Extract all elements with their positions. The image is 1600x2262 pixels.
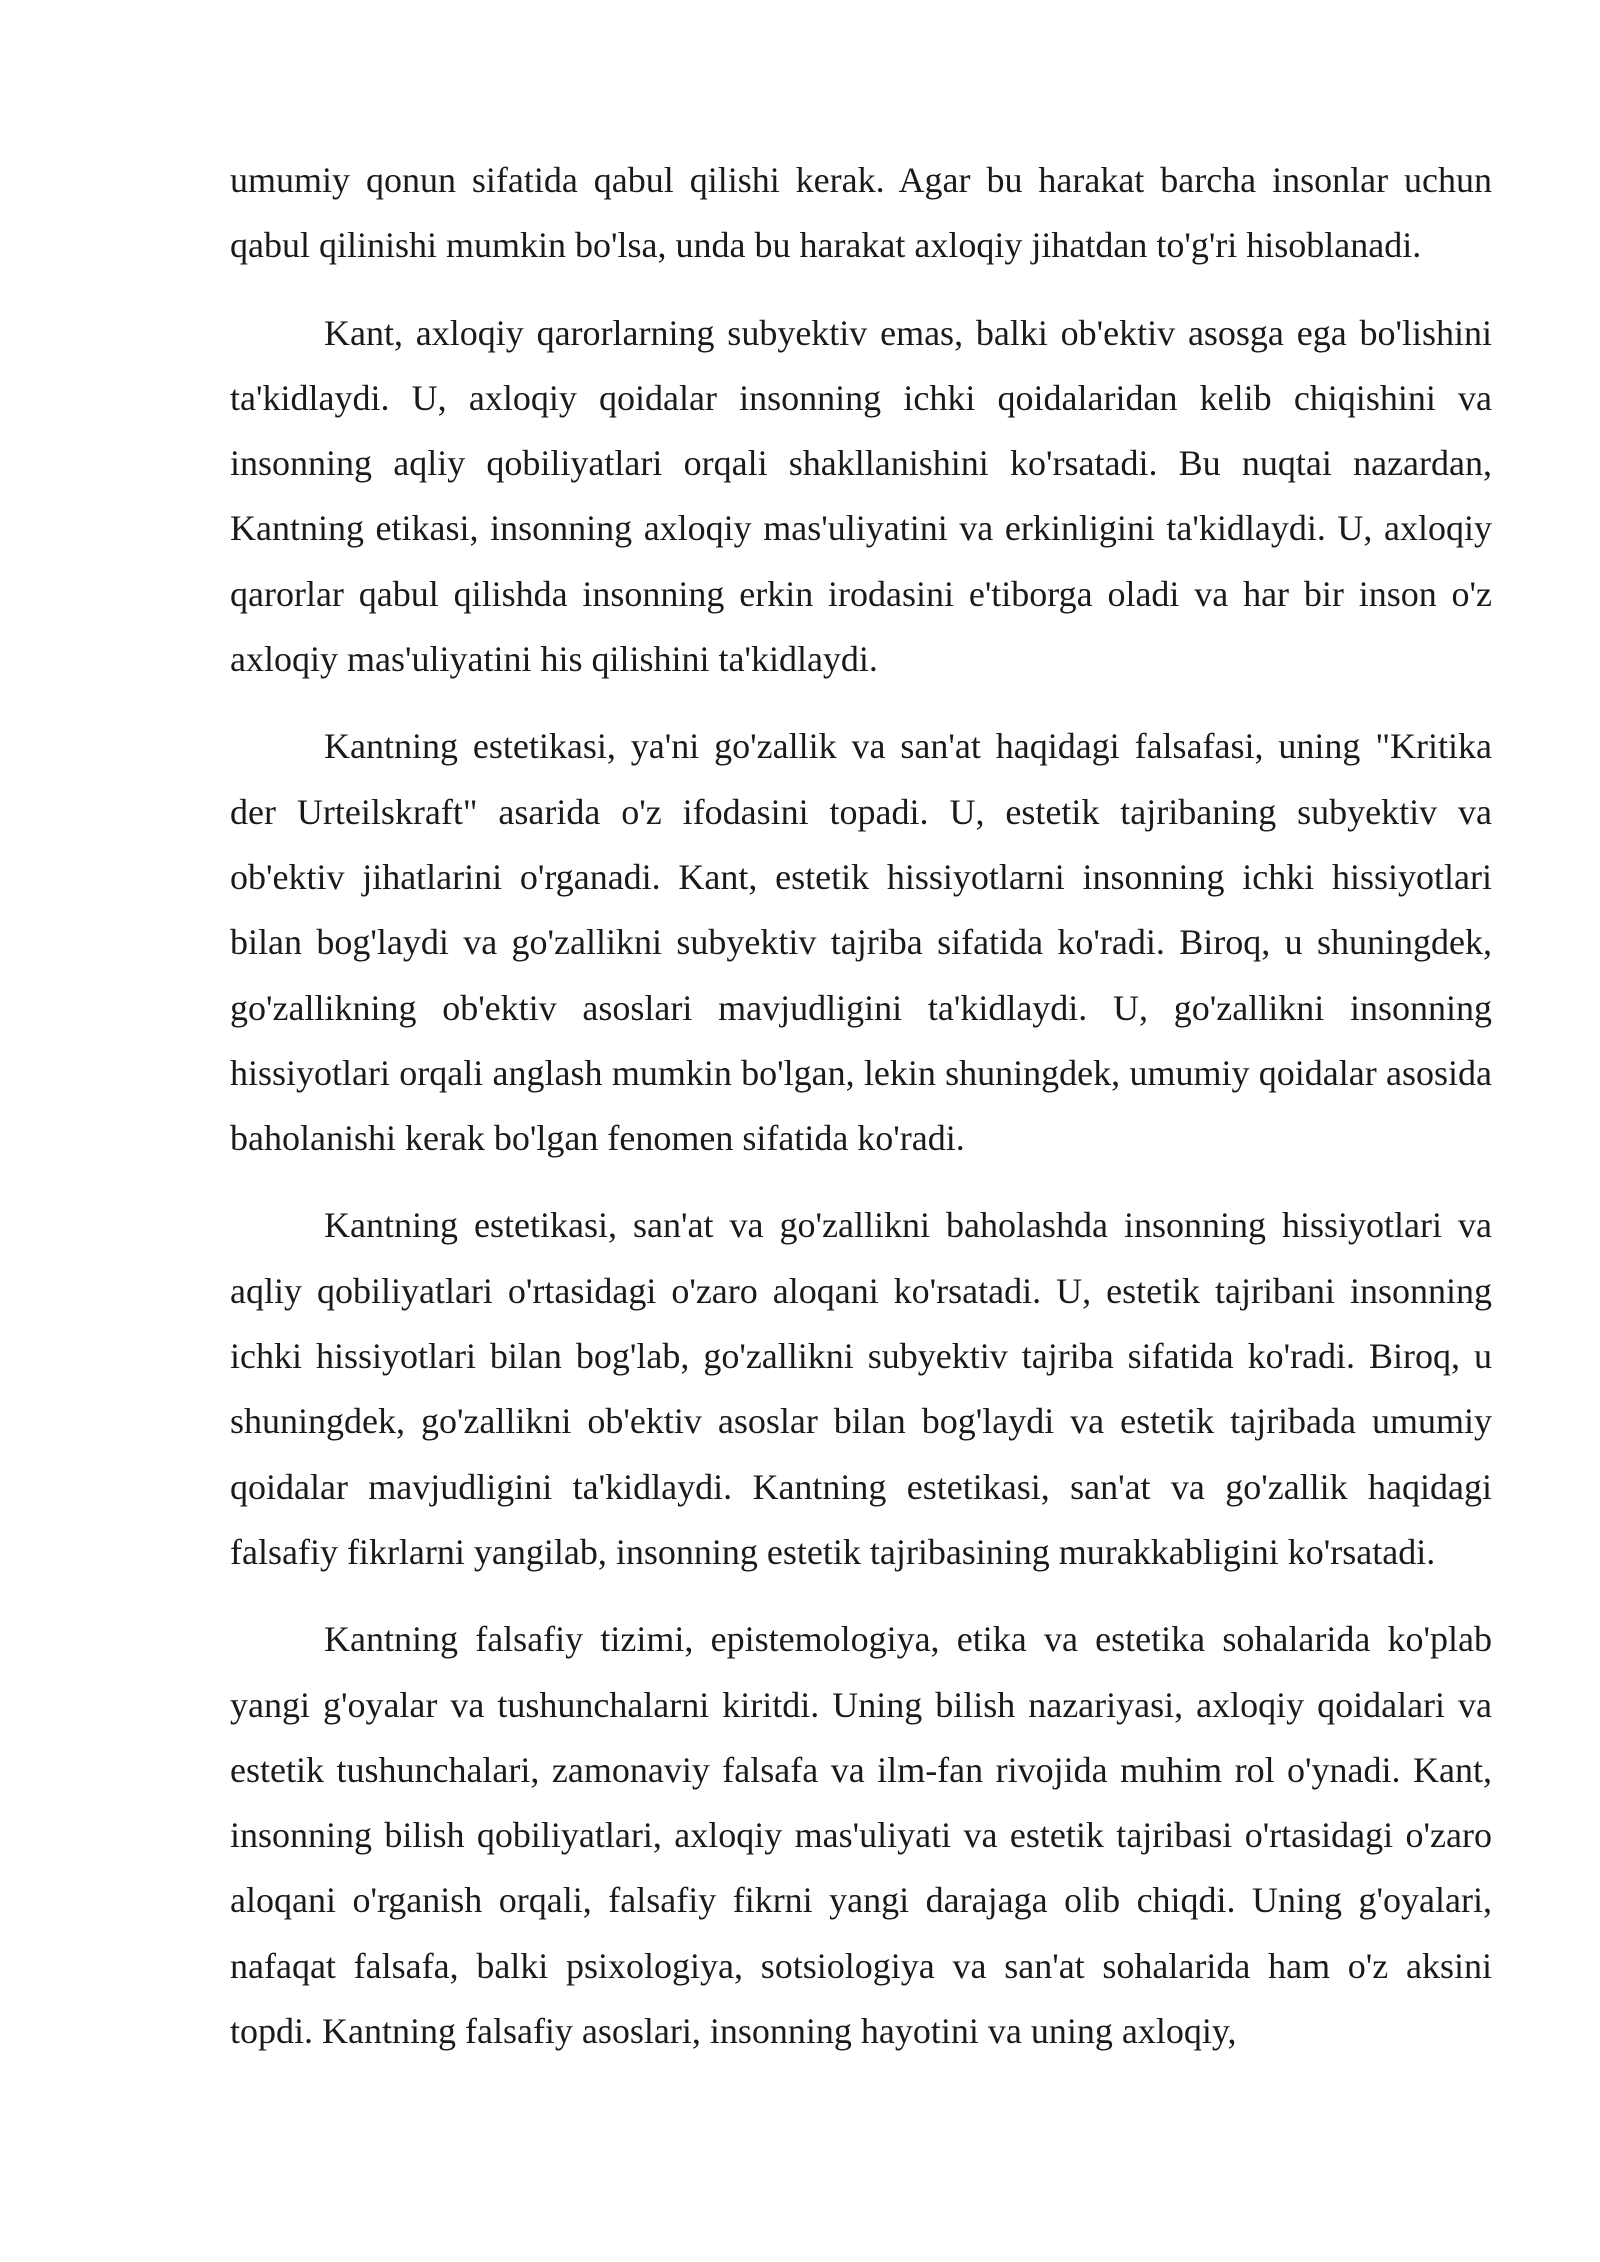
paragraph-1-continued: umumiy qonun sifatida qabul qilishi kerak. Agar bu harakat barcha insonlar uchun qabul qilinishi mumkin bo'lsa, unda bu harakat axloqiy jihatdan to'g'ri hisoblanadi. [230,160,1492,266]
paragraph-5: Kantning falsafiy tizimi, epistemologiya, etika va estetika sohalarida ko'plab yangi g'oyalar va tushunchalarni kiritdi. Uning bilish nazariyasi, axloqiy qoidalari va estetik tushunchalari, zamonaviy falsafa va ilm-fan rivojida muhim rol o'ynadi. Kant, insonning bilish qobiliyatlari, axloqiy mas'uliyati va estetik tajribasi o'rtasidagi o'zaro aloqani o'rganish orqali, falsafiy fikrni yangi darajaga olib chiqdi. Uning g'oyalari, nafaqat falsafa, balki psixologiya, sotsiologiya va san'at sohalarida ham o'z aksini topdi. Kantning falsafiy asoslari, insonning hayotini va uning axloqiy, [230,1619,1492,2052]
paragraph-3: Kantning estetikasi, ya'ni go'zallik va san'at haqidagi falsafasi, uning "Kritika der Urteilskraft" asarida o'z ifodasini topadi. U, estetik tajribaning subyektiv va ob'ektiv jihatlarini o'rganadi. Kant, estetik hissiyotlarni insonning ichki hissiyotlari bilan bog'laydi va go'zallikni subyektiv tajriba sifatida ko'radi. Biroq, u shuningdek, go'zallikning ob'ektiv asoslari mavjudligini ta'kidlaydi. U, go'zallikni insonning hissiyotlari orqali anglash mumkin bo'lgan, lekin shuningdek, umumiy qoidalar asosida baholanishi kerak bo'lgan fenomen sifatida ko'radi. [230,726,1492,1159]
paragraph-4: Kantning estetikasi, san'at va go'zallikni baholashda insonning hissiyotlari va aqliy qobiliyatlari o'rtasidagi o'zaro aloqani ko'rsatadi. U, estetik tajribani insonning ichki hissiyotlari bilan bog'lab, go'zallikni subyektiv tajriba sifatida ko'radi. Biroq, u shuningdek, go'zallikni ob'ektiv asoslar bilan bog'laydi va estetik tajribada umumiy qoidalar mavjudligini ta'kidlaydi. Kantning estetikasi, san'at va go'zallik haqidagi falsafiy fikrlarni yangilab, insonning estetik tajribasining murakkabligini ko'rsatadi. [230,1205,1492,1572]
document-body [230,148,1492,2086]
paragraph-2: Kant, axloqiy qarorlarning subyektiv emas, balki ob'ektiv asosga ega bo'lishini ta'kidlaydi. U, axloqiy qoidalar insonning ichki qoidalaridan kelib chiqishini va insonning aqliy qobiliyatlari orqali shakllanishini ko'rsatadi. Bu nuqtai nazardan, Kantning etikasi, insonning axloqiy mas'uliyatini va erkinligini ta'kidlaydi. U, axloqiy qarorlar qabul qilishda insonning erkin irodasini e'tiborga oladi va har bir inson o'z axloqiy mas'uliyatini his qilishini ta'kidlaydi. [230,312,1492,680]
